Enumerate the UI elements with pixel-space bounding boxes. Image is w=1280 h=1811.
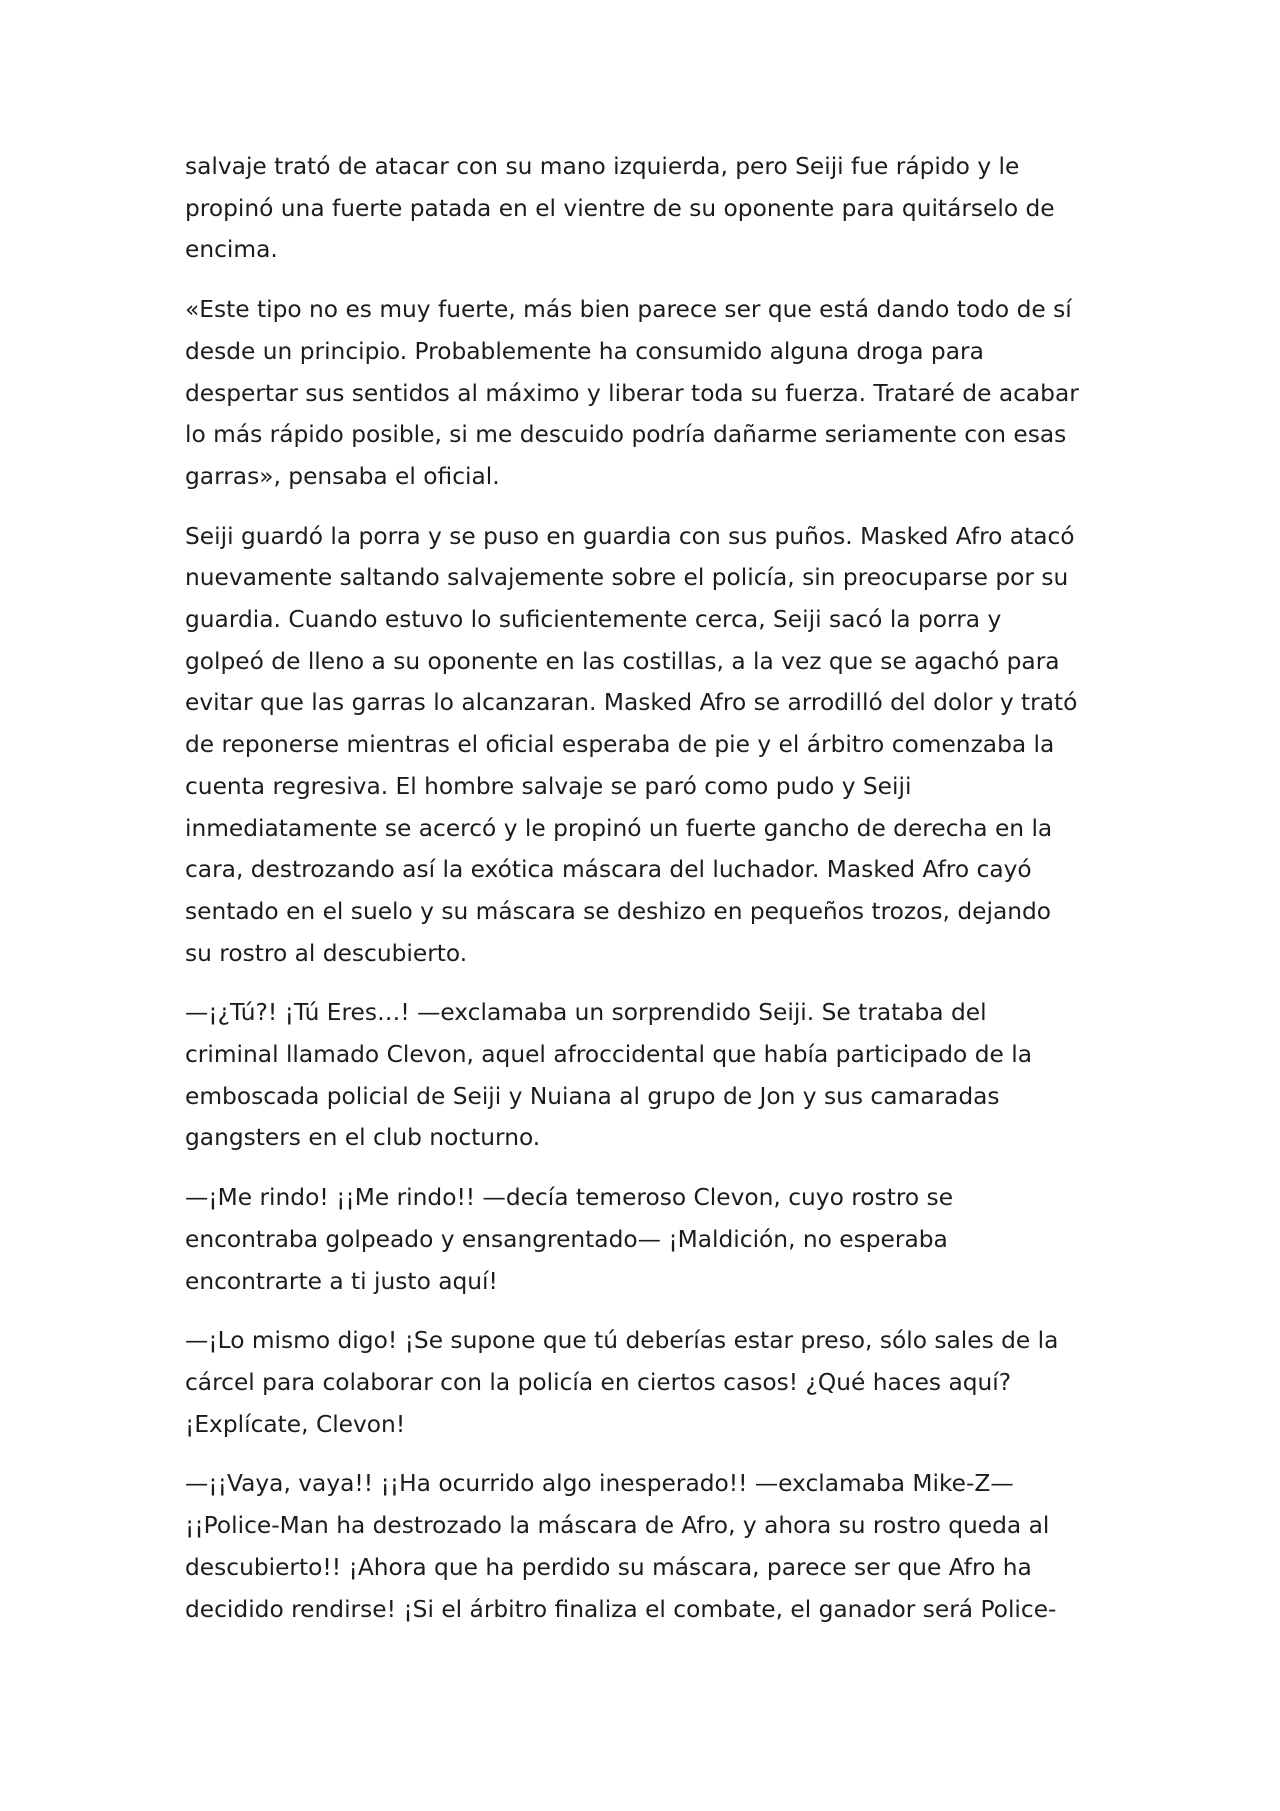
paragraph: salvaje trató de atacar con su mano izquierda, pero Seiji fue rápido y le propinó una fuerte patada en el vientre de su oponente para quitárselo de encima.	[185, 153, 1055, 264]
paragraph: —¡Lo mismo digo! ¡Se supone que tú deberías estar preso, sólo sales de la cárcel para colaborar con la policía en ciertos casos! ¿Qué haces aquí? ¡Explícate, Clevon!	[185, 1327, 1059, 1438]
paragraph: —¡¿Tú?! ¡Tú Eres…! —exclamaba un sorprendido Seiji. Se trataba del criminal llamado Clevon, aquel afroccidental que había participado de la emboscada policial de Seiji y Nuiana al grupo de Jon y sus camaradas gangsters en el club nocturno.	[185, 999, 1032, 1152]
paragraph: —¡Me rindo! ¡¡Me rindo!! —decía temeroso Clevon, cuyo rostro se encontraba golpeado y ensangrentado— ¡Maldición, no esperaba encontrarte a ti justo aquí!	[185, 1184, 954, 1295]
paragraph: —¡¡Vaya, vaya!! ¡¡Ha ocurrido algo inesperado!! —exclamaba Mike-Z— ¡¡Police-Man ha destrozado la máscara de Afro, y ahora su rostro queda al descubierto!! ¡Ahora que ha perdido su máscara, parece ser que Afro ha decidido rendirse! ¡Si el árbitro finaliza el combate, el ganador será Police-	[185, 1470, 1057, 1623]
paragraph: «Este tipo no es muy fuerte, más bien parece ser que está dando todo de sí desde un principio. Probablemente ha consumido alguna droga para despertar sus sentidos al máximo y liberar toda su fuerza. Trataré de acabar lo más rápido posible, si me descuido podría dañarme seriamente con esas garras», pensaba el oficial.	[185, 296, 1079, 490]
paragraph: Seiji guardó la porra y se puso en guardia con sus puños. Masked Afro atacó nuevamente saltando salvajemente sobre el policía, sin preocuparse por su guardia. Cuando estuvo lo suficientemente cerca, Seiji sacó la porra y golpeó de lleno a su oponente en las costillas, a la vez que se agachó para evitar que las garras lo alcanzaran. Masked Afro se arrodilló del dolor y trató de reponerse mientras el oficial esperaba de pie y el árbitro comenzaba la cuenta regresiva. El hombre salvaje se paró como pudo y Seiji inmediatamente se acercó y le propinó un fuerte gancho de derecha en la cara, destrozando así la exótica máscara del luchador. Masked Afro cayó sentado en el suelo y su máscara se deshizo en pequeños trozos, dejando su rostro al descubierto.	[185, 522, 1078, 967]
body-text	[185, 146, 1105, 1648]
